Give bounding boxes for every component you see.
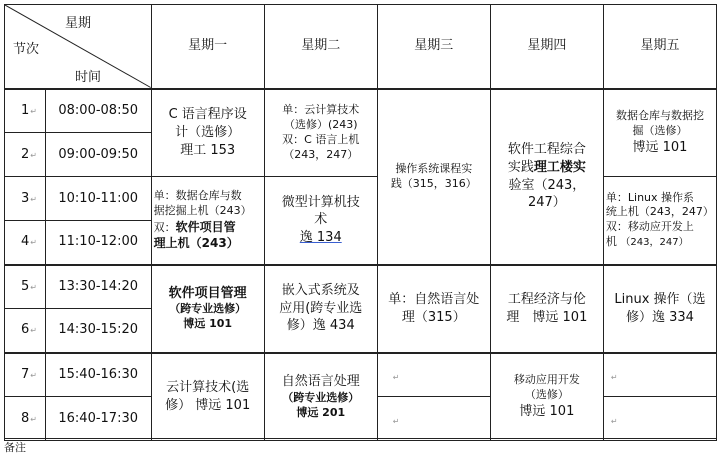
course-timetable — [4, 4, 717, 441]
notes-row — [4, 438, 717, 455]
period-row — [5, 177, 717, 221]
course-cell-thu-14: 软件工程综合 实践理工楼实 验室（243， 247） — [490, 89, 603, 265]
corner-header-cell — [5, 5, 152, 89]
course-cell-thu-78: 移动应用开发 （选修） 博远 101 — [490, 353, 603, 441]
notes-label: 备注 — [4, 441, 26, 454]
period-row — [5, 265, 717, 309]
course-cell-fri-12: 数据仓库与数据挖 掘（选修） 博远 101 — [603, 89, 716, 177]
course-cell-fri-56: Linux 操作（选 修）逸 334 — [603, 265, 716, 353]
period-number: 7↵ — [5, 353, 46, 397]
period-row — [5, 353, 717, 397]
empty-cell-wed-7: ↵ — [377, 353, 490, 397]
course-cell-wed-56: 单：自然语言处 理（315） — [377, 265, 490, 353]
course-cell-mon-12: C 语言程序设 计（选修） 理工 153 — [151, 89, 264, 177]
header-row — [5, 5, 717, 89]
period-time: 15:40-16:30 — [45, 353, 151, 397]
period-number: 2↵ — [5, 133, 46, 177]
corner-weekday-label: 星期 — [65, 16, 92, 31]
period-time: 14:30-15:20 — [45, 309, 151, 353]
period-number: 3↵ — [5, 177, 46, 221]
course-cell-thu-56: 工程经济与伦 理 博远 101 — [490, 265, 603, 353]
period-time: 09:00-09:50 — [45, 133, 151, 177]
course-cell-wed-14: 操作系统课程实 践（315，316） — [377, 89, 490, 265]
day-header-tue: 星期二 — [264, 5, 377, 89]
period-number: 8↵ — [5, 397, 46, 441]
day-header-wed: 星期三 — [377, 5, 490, 89]
period-time: 13:30-14:20 — [45, 265, 151, 309]
course-cell-tue-12: 单：云计算技术 （选修）(243) 双：C 语言上机 （243，247） — [264, 89, 377, 177]
period-number: 4↵ — [5, 221, 46, 265]
period-time: 16:40-17:30 — [45, 397, 151, 441]
period-number: 6↵ — [5, 309, 46, 353]
corner-period-label: 节次 — [13, 42, 40, 57]
period-time: 11:10-12:00 — [45, 221, 151, 265]
corner-time-label: 时间 — [75, 70, 102, 85]
period-number: 5↵ — [5, 265, 46, 309]
day-header-thu: 星期四 — [490, 5, 603, 89]
course-cell-mon-34: 单：数据仓库与数 据挖掘上机（243） 双：软件项目管 理上机（243） — [151, 177, 264, 265]
course-cell-mon-78: 云计算技术(选 修） 博远 101 — [151, 353, 264, 441]
period-time: 10:10-11:00 — [45, 177, 151, 221]
course-cell-fri-34: 单：Linux 操作系 统上机（243，247） 双：移动应开发上 机 （243，247） — [603, 177, 716, 265]
period-number: 1↵ — [5, 89, 46, 133]
period-time: 08:00-08:50 — [45, 89, 151, 133]
course-cell-tue-56: 嵌入式系统及 应用(跨专业选 修）逸 434 — [264, 265, 377, 353]
course-cell-mon-56: 软件项目管理 （跨专业选修） 博远 101 — [151, 265, 264, 353]
empty-cell-wed-8: ↵ — [377, 397, 490, 441]
empty-cell-fri-8: ↵ — [603, 397, 716, 441]
period-row — [5, 89, 717, 133]
day-header-mon: 星期一 — [151, 5, 264, 89]
day-header-fri: 星期五 — [603, 5, 716, 89]
course-cell-tue-78: 自然语言处理 （跨专业选修） 博远 201 — [264, 353, 377, 441]
course-cell-tue-34: 微型计算机技 术 逸 134 — [264, 177, 377, 265]
empty-cell-fri-7: ↵ — [603, 353, 716, 397]
